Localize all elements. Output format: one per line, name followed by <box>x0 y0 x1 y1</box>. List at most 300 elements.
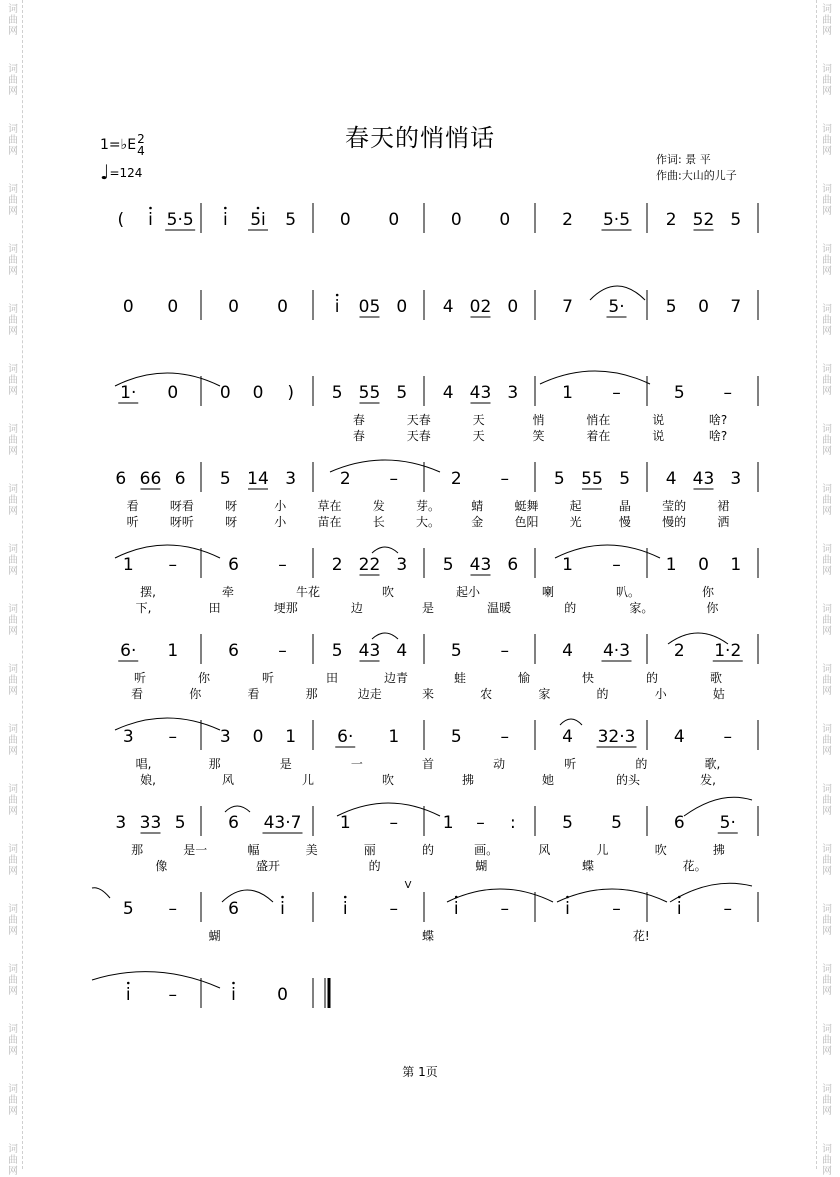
watermark-glyph: 网 <box>8 86 18 97</box>
note-token: – <box>500 899 509 919</box>
note-token: i <box>125 985 131 1005</box>
lyric-syllable: 着在 <box>586 429 611 443</box>
lyric-syllable: 裙 <box>717 499 730 513</box>
watermark-glyph: 网 <box>8 26 18 37</box>
lyric-syllable: 摆, <box>140 585 156 599</box>
note-token: 4 <box>673 727 685 747</box>
note-token: – <box>168 899 177 919</box>
note-token: 1 <box>730 555 742 575</box>
lyric-syllable: 的 <box>421 843 435 857</box>
watermark-glyph: 曲 <box>8 255 18 266</box>
lyric-syllable: 笑 <box>532 429 545 443</box>
lyric-syllable: 天 <box>472 413 485 427</box>
watermark-glyph: 网 <box>8 986 18 997</box>
note-token: 5 <box>219 469 231 489</box>
lyric-syllable: 蜓舞 <box>514 499 539 513</box>
note-token: 5 <box>730 210 742 230</box>
lyric-syllable: 蜻 <box>471 499 484 513</box>
watermark-glyph: 曲 <box>8 435 18 446</box>
lyric-syllable: 天春 <box>406 429 431 443</box>
watermark-glyph: 网 <box>8 626 18 637</box>
lyric-syllable: 愉 <box>517 671 531 685</box>
lyric-syllable: 歌, <box>704 757 721 771</box>
note-token: 43 <box>469 383 492 403</box>
lyric-syllable: 丽 <box>363 843 376 857</box>
lyric-syllable: 田 <box>208 601 221 615</box>
watermark-glyph: 曲 <box>8 375 18 386</box>
note-token: 5 <box>396 383 408 403</box>
octave-dot <box>566 896 569 899</box>
note-token: : <box>509 813 516 833</box>
note-token: 4 <box>562 727 573 747</box>
watermark-glyph: 曲 <box>8 1095 18 1106</box>
watermark-glyph: 词 <box>822 724 832 735</box>
note-token: – <box>723 383 732 403</box>
lyric-syllable: 小 <box>274 515 287 529</box>
lyric-syllable: 说 <box>652 413 665 427</box>
lyric-syllable: 牵 <box>221 585 235 599</box>
note-token: 4 <box>665 469 677 489</box>
note-token: 55 <box>358 383 381 403</box>
watermark-glyph: 曲 <box>8 855 18 866</box>
note-token: – <box>389 899 398 919</box>
note-token: – <box>389 813 398 833</box>
watermark-glyph: 词 <box>822 124 832 135</box>
note-token: 32·3 <box>597 727 636 747</box>
note-token: i <box>676 899 682 919</box>
note-token: i <box>231 985 236 1005</box>
note-token: – <box>500 641 509 661</box>
note-token: 55 <box>581 469 603 489</box>
watermark-glyph: 词 <box>8 184 18 195</box>
watermark-glyph: 曲 <box>822 555 832 566</box>
watermark-glyph: 曲 <box>822 495 832 506</box>
watermark-glyph: 曲 <box>8 735 18 746</box>
watermark-glyph: 曲 <box>822 855 832 866</box>
note-token: 6 <box>228 555 239 575</box>
slur-arc <box>92 888 110 898</box>
lyric-syllable: 金 <box>471 515 484 529</box>
note-token: 0 <box>499 210 511 230</box>
lyric-syllable: 小 <box>274 499 287 513</box>
note-token: 5· <box>719 813 736 833</box>
watermark-glyph: 网 <box>8 1106 18 1117</box>
note-token: 4 <box>442 297 454 317</box>
watermark-glyph: 词 <box>8 4 18 15</box>
watermark-glyph: 词 <box>822 1144 832 1155</box>
note-token: – <box>500 469 509 489</box>
note-token: 7 <box>562 297 573 317</box>
note-token: 4·3 <box>602 641 631 661</box>
note-token: 43·7 <box>263 813 302 833</box>
note-token: 5 <box>553 469 565 489</box>
lyric-syllable: 吹 <box>381 585 395 599</box>
lyric-syllable: 蝶 <box>421 929 435 943</box>
watermark-glyph: 网 <box>822 746 832 757</box>
lyric-syllable: 呀听 <box>169 515 194 529</box>
watermark-glyph: 词 <box>8 124 18 135</box>
note-token: 5·5 <box>166 210 194 230</box>
lyric-syllable: 听 <box>133 671 147 685</box>
note-token: – <box>612 555 621 575</box>
lyric-syllable: 起 <box>569 499 582 513</box>
note-token: 4 <box>442 383 454 403</box>
lyric-syllable: 喇 <box>541 585 555 599</box>
watermark-glyph: 网 <box>8 926 18 937</box>
watermark-glyph: 词 <box>822 364 832 375</box>
note-token: 5 <box>331 383 343 403</box>
lyric-syllable: 儿 <box>596 843 609 857</box>
lyric-syllable: 发, <box>700 773 716 787</box>
slur-arc <box>540 371 650 384</box>
note-token: 5 <box>665 297 677 317</box>
note-token: 1 <box>562 383 573 403</box>
lyric-syllable: 看 <box>126 499 139 513</box>
watermark-glyph: 词 <box>822 484 832 495</box>
note-token: i <box>334 297 340 317</box>
note-token: 3 <box>730 469 742 489</box>
watermark-glyph: 词 <box>822 1024 832 1035</box>
note-token: ( <box>117 210 125 230</box>
watermark-glyph: 曲 <box>8 1035 18 1046</box>
watermark-glyph: 网 <box>8 506 18 517</box>
lyric-syllable: 唱, <box>135 757 152 771</box>
lyric-syllable: 花。 <box>682 859 707 873</box>
note-token: 5·5 <box>602 210 631 230</box>
note-token: 02 <box>469 297 492 317</box>
note-token: 0 <box>698 555 709 575</box>
note-token: 2 <box>673 641 685 661</box>
lyric-syllable: 娘, <box>140 773 156 787</box>
composer-credit: 作曲:大山的儿子 <box>656 169 737 182</box>
lyric-syllable: 像 <box>155 859 168 873</box>
lyric-syllable: 的头 <box>615 773 641 787</box>
note-token: 0 <box>277 985 288 1005</box>
watermark-glyph: 网 <box>822 986 832 997</box>
lyric-syllable: 姑 <box>712 687 725 701</box>
note-token: i <box>453 899 459 919</box>
note-token: 4 <box>396 641 408 661</box>
lyric-syllable: 你 <box>706 601 719 615</box>
note-token: 6 <box>673 813 685 833</box>
note-token: – <box>612 383 621 403</box>
note-token: 6 <box>228 641 239 661</box>
lyric-syllable: 蝴 <box>475 859 488 873</box>
watermark-glyph: 词 <box>8 1024 18 1035</box>
note-token: 5 <box>450 641 462 661</box>
watermark-glyph: 网 <box>8 1166 18 1177</box>
watermark-glyph: 词 <box>822 604 832 615</box>
watermark-glyph: 网 <box>822 566 832 577</box>
watermark-glyph: 网 <box>822 1166 832 1177</box>
watermark-glyph: 网 <box>822 206 832 217</box>
watermark-glyph: 词 <box>822 904 832 915</box>
note-token: – <box>168 727 177 747</box>
watermark-glyph: 曲 <box>8 195 18 206</box>
lyric-syllable: 慢的 <box>662 515 687 529</box>
lyric-syllable: 一 <box>350 757 363 771</box>
watermark-glyph: 网 <box>8 446 18 457</box>
watermark-glyph: 曲 <box>8 615 18 626</box>
note-token: 6 <box>174 469 186 489</box>
lyric-syllable: 的 <box>368 859 381 873</box>
lyric-syllable: 牛花 <box>295 585 321 599</box>
lyric-syllable: 首 <box>421 757 435 771</box>
watermark-glyph: 网 <box>822 1106 832 1117</box>
lyric-syllable: 起小 <box>455 585 481 599</box>
watermark-glyph: 词 <box>8 364 18 375</box>
lyric-syllable: 边走 <box>357 687 382 701</box>
note-token: 0 <box>167 297 179 317</box>
octave-dot <box>257 207 260 210</box>
watermark-glyph: 曲 <box>822 135 832 146</box>
octave-dot <box>344 896 347 899</box>
lyric-syllable: 看 <box>131 687 144 701</box>
note-token: 6 <box>228 899 239 919</box>
watermark-glyph: 曲 <box>8 1155 18 1166</box>
watermark-glyph: 词 <box>8 664 18 675</box>
watermark-glyph: 曲 <box>822 15 832 26</box>
note-token: 2 <box>331 555 343 575</box>
watermark-glyph: 曲 <box>822 195 832 206</box>
note-token: 1 <box>339 813 351 833</box>
watermark-glyph: 曲 <box>822 75 832 86</box>
note-token: 6 <box>115 469 127 489</box>
watermark-glyph: 词 <box>8 304 18 315</box>
note-token: 1·2 <box>714 641 742 661</box>
lyricist-credit: 作词: 景 平 <box>656 153 711 166</box>
watermark-glyph: 网 <box>822 326 832 337</box>
watermark-glyph: 词 <box>8 724 18 735</box>
watermark-glyph: 词 <box>822 964 832 975</box>
note-token: 0 <box>252 383 264 403</box>
note-token: – <box>168 985 177 1005</box>
note-token: 33 <box>139 813 162 833</box>
note-token: 0 <box>252 727 264 747</box>
note-token: 0 <box>396 297 408 317</box>
watermark-glyph: 网 <box>8 266 18 277</box>
watermark-glyph: 曲 <box>822 975 832 986</box>
lyric-syllable: 说 <box>652 429 665 443</box>
lyric-syllable: 晶 <box>618 499 631 513</box>
lyric-syllable: 看 <box>247 687 260 701</box>
note-token: 1 <box>167 641 179 661</box>
lyric-syllable: 快 <box>581 671 595 685</box>
watermark-glyph: 网 <box>8 866 18 877</box>
octave-dot <box>336 294 339 297</box>
lyric-syllable: 听 <box>564 757 577 771</box>
slur-arc <box>684 797 752 816</box>
note-token: 2 <box>562 210 573 230</box>
watermark-glyph: 曲 <box>8 75 18 86</box>
lyric-syllable: 听 <box>261 671 275 685</box>
octave-dot <box>455 896 458 899</box>
note-token: – <box>500 727 509 747</box>
note-token: 5i <box>250 210 266 230</box>
watermark-glyph: 网 <box>8 206 18 217</box>
lyric-syllable: 你 <box>189 687 202 701</box>
note-token: 5 <box>619 469 631 489</box>
watermark-glyph: 曲 <box>822 255 832 266</box>
lyric-syllable: 天 <box>472 429 485 443</box>
watermark-glyph: 词 <box>8 964 18 975</box>
note-token: i <box>222 210 228 230</box>
watermark-glyph: 曲 <box>822 675 832 686</box>
watermark-glyph: 网 <box>822 686 832 697</box>
watermark-glyph: 曲 <box>822 735 832 746</box>
note-token: 5 <box>442 555 454 575</box>
note-token: 5 <box>331 641 343 661</box>
watermark-glyph: 词 <box>8 424 18 435</box>
watermark-glyph: 曲 <box>822 615 832 626</box>
watermark-glyph: 曲 <box>822 1035 832 1046</box>
lyric-syllable: 农 <box>480 687 493 701</box>
note-token: 0 <box>277 297 288 317</box>
note-token: – <box>723 899 732 919</box>
watermark-glyph: 曲 <box>8 555 18 566</box>
watermark-glyph: 曲 <box>822 915 832 926</box>
note-token: 0 <box>122 297 134 317</box>
watermark-glyph: 词 <box>8 844 18 855</box>
note-token: i <box>342 899 348 919</box>
watermark-glyph: 网 <box>822 446 832 457</box>
time-denominator: 4 <box>137 144 145 158</box>
lyric-syllable: 叭。 <box>615 585 641 599</box>
lyric-syllable: 来 <box>421 687 435 701</box>
lyric-syllable: 你 <box>701 585 715 599</box>
note-token: 43 <box>469 555 492 575</box>
lyric-syllable: 芽。 <box>415 499 441 513</box>
note-token: 4 <box>562 641 573 661</box>
watermark-glyph: 网 <box>8 566 18 577</box>
lyric-syllable: 的 <box>645 671 659 685</box>
watermark-glyph: 曲 <box>8 135 18 146</box>
lyric-syllable: 慢 <box>618 515 631 529</box>
lyric-syllable: 的 <box>564 601 577 615</box>
watermark-glyph: 词 <box>8 784 18 795</box>
note-token: – <box>723 727 732 747</box>
lyric-syllable: 呀 <box>225 515 238 529</box>
watermark-glyph: 曲 <box>8 315 18 326</box>
note-token: 0 <box>339 210 351 230</box>
note-token: 2 <box>450 469 462 489</box>
flat-sign: ♭ <box>120 137 128 153</box>
quarter-note-icon: ♩ <box>100 160 110 184</box>
note-token: 05 <box>358 297 381 317</box>
watermark-glyph: 词 <box>8 64 18 75</box>
note-token: i <box>565 899 570 919</box>
note-token: 1 <box>442 813 454 833</box>
lyric-syllable: 是 <box>279 757 292 771</box>
note-token: – <box>278 555 287 575</box>
note-token: 0 <box>507 297 519 317</box>
lyric-syllable: 儿 <box>301 773 315 787</box>
watermark-glyph: 词 <box>8 544 18 555</box>
lyric-syllable: 风 <box>221 773 235 787</box>
lyric-syllable: 长 <box>372 515 385 529</box>
note-token: 5 <box>611 813 622 833</box>
note-token: 1· <box>120 383 137 403</box>
note-token: 6· <box>337 727 354 747</box>
lyric-syllable: 天春 <box>406 413 431 427</box>
lyric-syllable: 发 <box>372 499 385 513</box>
lyric-syllable: 那 <box>131 843 144 857</box>
lyric-syllable: 拂 <box>712 843 725 857</box>
lyric-syllable: 蝴 <box>208 929 221 943</box>
octave-dot <box>678 896 681 899</box>
watermark-glyph: 网 <box>8 806 18 817</box>
lyric-syllable: 听 <box>126 515 139 529</box>
note-token: 5 <box>562 813 573 833</box>
lyric-syllable: 幅 <box>247 843 260 857</box>
watermark-glyph: 词 <box>822 184 832 195</box>
note-token: – <box>476 813 485 833</box>
lyric-syllable: 美 <box>305 843 318 857</box>
lyric-syllable: 下, <box>135 601 152 615</box>
note-token: 22 <box>358 555 381 575</box>
note-token: 5 <box>174 813 186 833</box>
watermark-glyph: 网 <box>822 86 832 97</box>
lyric-syllable: 家 <box>538 687 551 701</box>
note-token: ) <box>287 383 294 403</box>
lyric-syllable: 田 <box>325 671 339 685</box>
watermark-glyph: 词 <box>822 844 832 855</box>
watermark-glyph: 词 <box>822 64 832 75</box>
lyric-syllable: 你 <box>197 671 211 685</box>
watermark-glyph: 词 <box>822 784 832 795</box>
lyric-syllable: 春 <box>352 429 365 443</box>
slur-arc <box>372 633 398 639</box>
note-token: 3 <box>507 383 519 403</box>
lyric-syllable: 温暖 <box>487 601 512 615</box>
watermark-glyph: 网 <box>822 146 832 157</box>
note-token: 6 <box>507 555 519 575</box>
watermark-glyph: 词 <box>822 1084 832 1095</box>
note-token: 1 <box>388 727 400 747</box>
song-title: 春天的悄悄话 <box>345 124 495 152</box>
watermark-glyph: 曲 <box>8 675 18 686</box>
watermark-glyph: 词 <box>8 484 18 495</box>
lyric-syllable: 的 <box>596 687 609 701</box>
lyric-syllable: 盛开 <box>255 859 281 873</box>
watermark-glyph: 词 <box>822 424 832 435</box>
note-token: 5 <box>673 383 685 403</box>
breath-mark: V <box>404 880 412 891</box>
octave-dot <box>127 982 130 985</box>
note-token: 6 <box>228 813 239 833</box>
watermark-glyph: 词 <box>8 1144 18 1155</box>
lyric-syllable: 画。 <box>474 843 499 857</box>
watermark-glyph: 曲 <box>822 375 832 386</box>
lyric-syllable: 悄在 <box>586 413 611 427</box>
tempo-value: =124 <box>109 166 143 180</box>
note-token: 5· <box>608 297 625 317</box>
note-token: 0 <box>167 383 179 403</box>
note-token: 0 <box>228 297 239 317</box>
watermark-glyph: 曲 <box>822 315 832 326</box>
lyric-syllable: 蛙 <box>453 671 467 685</box>
note-token: – <box>389 469 398 489</box>
watermark-glyph: 网 <box>8 746 18 757</box>
note-token: 3 <box>285 469 297 489</box>
watermark-glyph: 网 <box>822 866 832 877</box>
octave-dot <box>281 896 284 899</box>
note-token: – <box>168 555 177 575</box>
watermark-glyph: 网 <box>822 26 832 37</box>
lyric-syllable: 啥? <box>708 429 728 443</box>
watermark-glyph: 网 <box>822 806 832 817</box>
watermark-glyph: 网 <box>8 146 18 157</box>
